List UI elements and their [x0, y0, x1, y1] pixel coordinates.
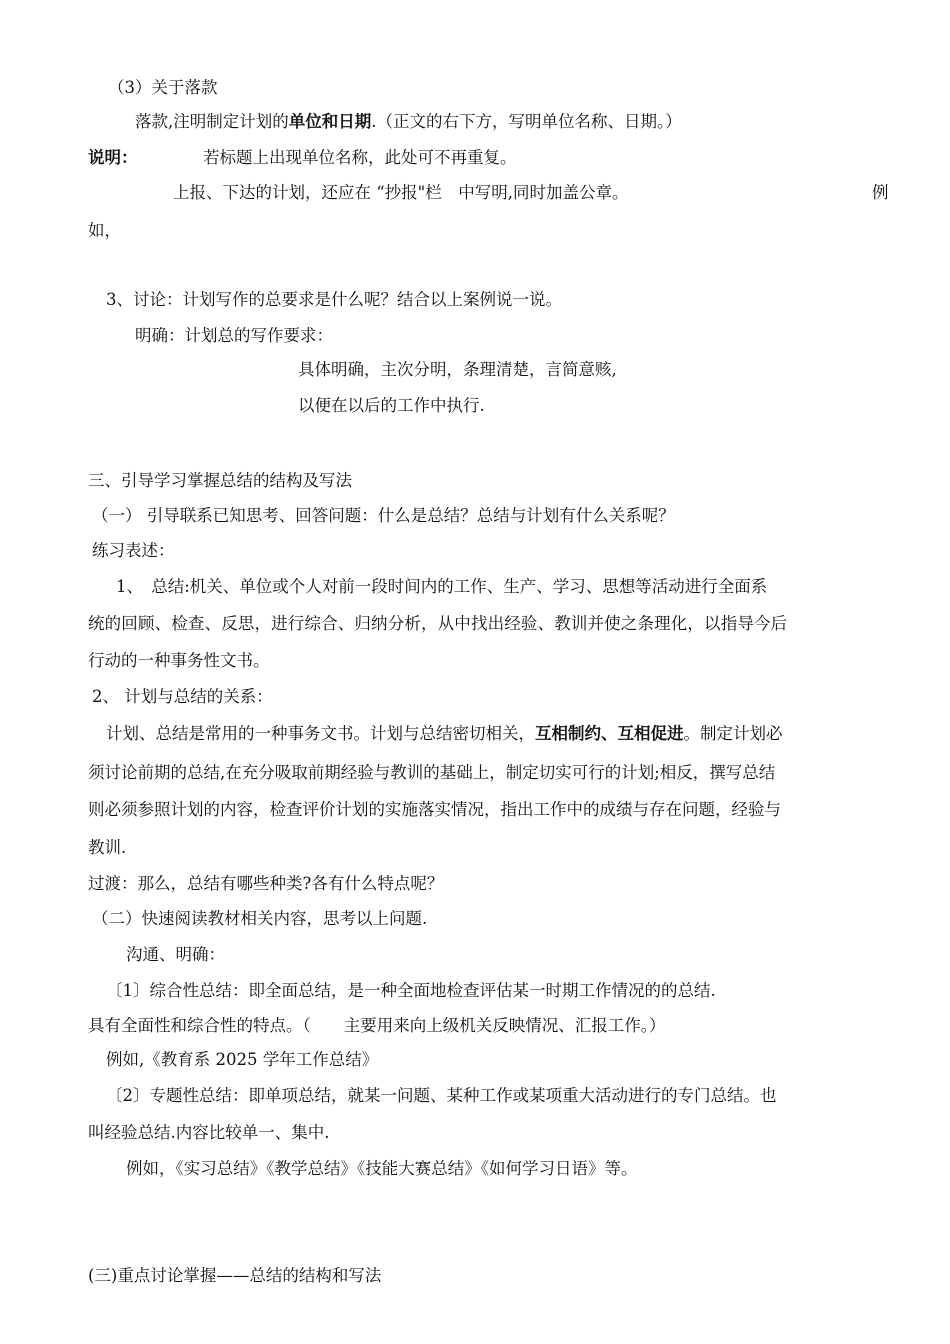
- subsection-1: （一） 引导联系已知思考、回答问题：什么是总结？总结与计划有什么关系呢？: [92, 506, 675, 525]
- relation-line: 须讨论前期的总结,在充分吸取前期经验与教训的基础上，制定切实可行的计划;相反，撰写总结: [88, 763, 776, 782]
- paragraph-signature: [135, 110, 682, 134]
- bold-text: 互相制约、互相促进: [535, 724, 684, 743]
- subsection-2: （二）快速阅读教材相关内容，思考以上问题.: [92, 909, 428, 928]
- relation-line: 则必须参照计划的内容，检查评价计划的实施落实情况，指出工作中的成绩与存在问题，经验与: [88, 800, 781, 819]
- special-summary: 叫经验总结.内容比较单一、集中.: [88, 1123, 330, 1142]
- discussion-label: 沟通、明确：: [126, 945, 225, 964]
- definition-line: 统的回顾、检查、反思，进行综合、归纳分析，从中找出经验、教训并使之条理化，以指导今后: [88, 614, 788, 633]
- heading-signature: （3）关于落款: [108, 78, 218, 97]
- discussion-question: 3、讨论：计划写作的总要求是什么呢？结合以上案例说一说。: [106, 290, 562, 309]
- paragraph-report: 上报、下达的计划，还应在 “抄报"栏 中写明,同时加盖公章。: [173, 183, 629, 202]
- text: .（正文的右下方，写明单位名称、日期。）: [371, 112, 682, 131]
- special-summary: 〔2〕专题性总结：即单项总结，就某一问题、某种工作或某项重大活动进行的专门总结。也: [106, 1086, 777, 1105]
- relation-line: 计划、总结是常用的一种事务文书。计划与总结密切相关，互相制约、互相促进。制定计划必: [106, 724, 783, 743]
- bold-text: 单位和日期: [288, 112, 372, 131]
- definition-line: 1、 总结:机关、单位或个人对前一段时间内的工作、生产、学习、思想等活动进行全面系: [116, 577, 768, 596]
- note-label: 说明：: [88, 148, 138, 167]
- text: 落款,注明制定计划的: [135, 112, 289, 131]
- relation-line: 教训.: [88, 838, 127, 857]
- paragraph-report-end: 例: [872, 183, 889, 202]
- discussion-answer: 明确：计划总的写作要求：: [135, 326, 333, 345]
- special-example: 例如，《实习总结》《教学总结》《技能大赛总结》《如何学习日语》等。: [126, 1159, 638, 1178]
- relation-title: 2、 计划与总结的关系：: [92, 687, 273, 706]
- comprehensive-summary: 具有全面性和综合性的特点。（ 主要用来向上级机关反映情况、汇报工作。）: [88, 1016, 666, 1035]
- section-title: 三、引导学习掌握总结的结构及写法: [88, 471, 352, 490]
- paragraph-report-cont: 如，: [88, 221, 121, 240]
- comprehensive-example: 例如,《教育系 2025 学年工作总结》: [106, 1050, 379, 1069]
- requirement-line: 具体明确，主次分明，条理清楚，言简意赅,: [298, 360, 617, 379]
- transition-line: 过渡：那么，总结有哪些种类?各有什么特点呢？: [88, 874, 444, 893]
- practice-label: 练习表述：: [92, 541, 175, 560]
- requirement-line: 以便在以后的工作中执行.: [298, 396, 485, 415]
- comprehensive-summary: 〔1〕综合性总结：即全面总结，是一种全面地检查评估某一时期工作情况的的总结.: [106, 981, 716, 1000]
- subsection-3: (三)重点讨论掌握——总结的结构和写法: [88, 1266, 382, 1285]
- note-text: 若标题上出现单位名称，此处可不再重复。: [203, 148, 517, 167]
- definition-line: 行动的一种事务性文书。: [88, 651, 270, 670]
